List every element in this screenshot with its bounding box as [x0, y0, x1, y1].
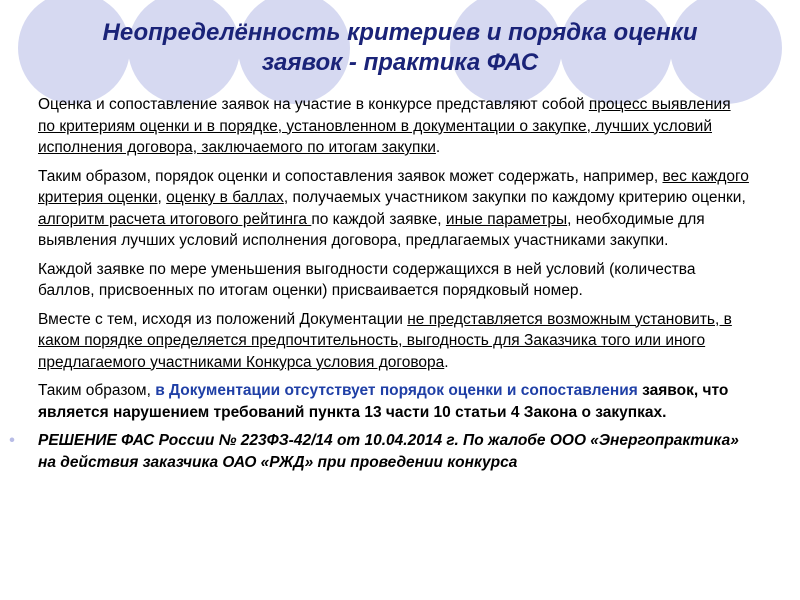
title-line-2: заявок - практика ФАС: [261, 49, 539, 76]
text-fragment: Таким образом, порядок оценки и сопоставления заявок может содержать, например,: [38, 167, 663, 185]
text-fragment: Каждой заявке по мере уменьшения выгодности содержащихся в ней условий (количества баллов, присвоенных по итогам оценки) присваивается порядковый номер.: [38, 260, 696, 299]
paragraph-conclusion: [38, 380, 750, 423]
paragraph-evaluation-contents: [38, 166, 750, 252]
underlined-text: иные параметры: [445, 210, 568, 228]
highlighted-text: в Документации отсутствует порядок оценки и сопоставления: [155, 382, 638, 399]
text-fragment: по каждой заявке,: [311, 210, 446, 228]
text-fragment: Вместе с тем, исходя из положений Документации: [38, 310, 408, 328]
bullet-icon: •: [9, 432, 15, 449]
paragraph-definition: [38, 94, 750, 159]
decision-text: РЕШЕНИЕ ФАС России № 223ФЗ-42/14 от 10.04.2014 г. По жалобе ООО «Энергопрактика» на действия заказчика ОАО «РЖД» при проведении конкурса: [38, 432, 739, 471]
underlined-text: оценку в баллах: [166, 189, 284, 206]
text-fragment: Таким образом,: [38, 382, 156, 399]
paragraph-documentation-issue: [38, 309, 750, 374]
slide-title: [0, 18, 800, 78]
text-fragment: .: [444, 353, 449, 371]
text-fragment: .: [435, 139, 441, 156]
title-line-1: Неопределённость критериев и порядка оценки: [102, 19, 698, 46]
text-fragment: Оценка и сопоставление заявок на участие в конкурсе представляют собой: [38, 96, 589, 113]
text-fragment: , необходимые для выявления лучших условий исполнения договора, предлагаемых участниками закупки.: [38, 210, 705, 249]
paragraph-fas-decision: [9, 430, 750, 473]
slide-body: [9, 94, 750, 480]
underlined-text: процесс выявления по критериям оценки и в порядке, установленном в документации о закупке, лучших условий исполнения договора, заключаемого по итогам закупки: [38, 96, 731, 156]
bold-text: заявок, что является нарушением требований пункта 13 части 10 статьи 4 Закона о закупках.: [38, 382, 729, 421]
text-fragment: ,: [157, 189, 167, 206]
text-fragment: , получаемых участником закупки по каждому критерию оценки,: [283, 189, 746, 206]
paragraph-ranking: [38, 259, 750, 302]
underlined-text: вес каждого критерия оценки: [38, 167, 749, 206]
underlined-text: не представляется возможным установить, в каком порядке определяется предпочтительность, выгодность для Заказчика того или иного предлагаемого участниками Конкурса условия договора: [38, 310, 732, 371]
underlined-text: алгоритм расчета итогового рейтинга: [38, 210, 312, 228]
